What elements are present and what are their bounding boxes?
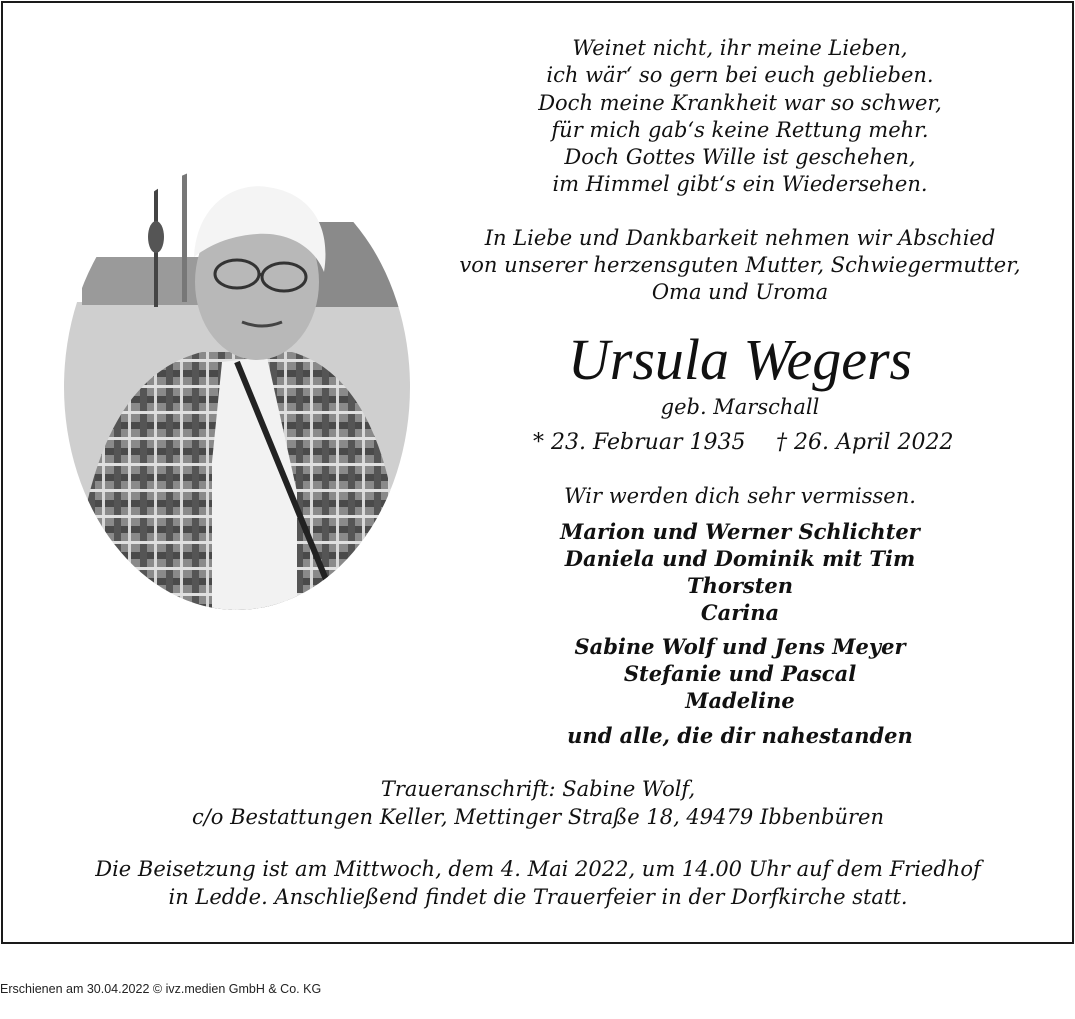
burial-line: Die Beisetzung ist am Mittwoch, dem 4. Mai 2022, um 14.00 Uhr auf dem Friedhof — [95, 857, 981, 881]
family-member: Daniela und Dominik mit Tim — [564, 546, 916, 571]
family-member: Marion und Werner Schlichter — [560, 519, 920, 544]
mourning-address — [100, 776, 976, 831]
deceased-name: Ursula Wegers — [567, 327, 913, 392]
poem-line: im Himmel gibt‘s ein Wiedersehen. — [552, 172, 928, 197]
family-closing — [430, 722, 1050, 749]
family-member: Carina — [700, 600, 780, 625]
portrait-photo — [62, 162, 412, 612]
birth-date: * 23. Februar 1935 — [533, 430, 746, 455]
death-date: † 26. April 2022 — [776, 430, 954, 455]
miss-line: Wir werden dich sehr vermissen. — [564, 484, 916, 508]
address-line: Traueranschrift: Sabine Wolf, — [380, 777, 696, 801]
family-member: Sabine Wolf und Jens Meyer — [574, 634, 906, 659]
intro-line: Oma und Uroma — [651, 280, 829, 304]
birth-name: geb. Marschall — [660, 395, 820, 419]
family-member: Stefanie und Pascal — [623, 661, 857, 686]
intro-line: von unserer herzensguten Mutter, Schwiegermutter, — [459, 253, 1021, 277]
family-member: Madeline — [685, 688, 795, 713]
poem-line: ich wär‘ so gern bei euch geblieben. — [546, 63, 934, 88]
family-closing-line: und alle, die dir nahestanden — [567, 723, 913, 748]
poem-line: Doch meine Krankheit war so schwer, — [538, 90, 942, 115]
farewell-intro — [430, 225, 1050, 306]
family-group-2 — [430, 633, 1050, 714]
poem-line: Doch Gottes Wille ist geschehen, — [564, 145, 916, 170]
burial-notice — [60, 856, 1016, 911]
publication-footer: Erschienen am 30.04.2022 © ivz.medien GmbH & Co. KG — [0, 982, 322, 996]
poem — [430, 35, 1050, 199]
poem-line: für mich gab‘s keine Rettung mehr. — [551, 117, 929, 142]
poem-line: Weinet nicht, ihr meine Lieben, — [572, 36, 908, 60]
family-group-1 — [430, 518, 1050, 626]
family-member: Thorsten — [686, 573, 794, 598]
intro-line: In Liebe und Dankbarkeit nehmen wir Abschied — [484, 226, 996, 250]
address-line: c/o Bestattungen Keller, Mettinger Straße 18, 49479 Ibbenbüren — [191, 804, 885, 829]
burial-line: in Ledde. Anschließend findet die Trauerfeier in der Dorfkirche statt. — [168, 884, 908, 909]
